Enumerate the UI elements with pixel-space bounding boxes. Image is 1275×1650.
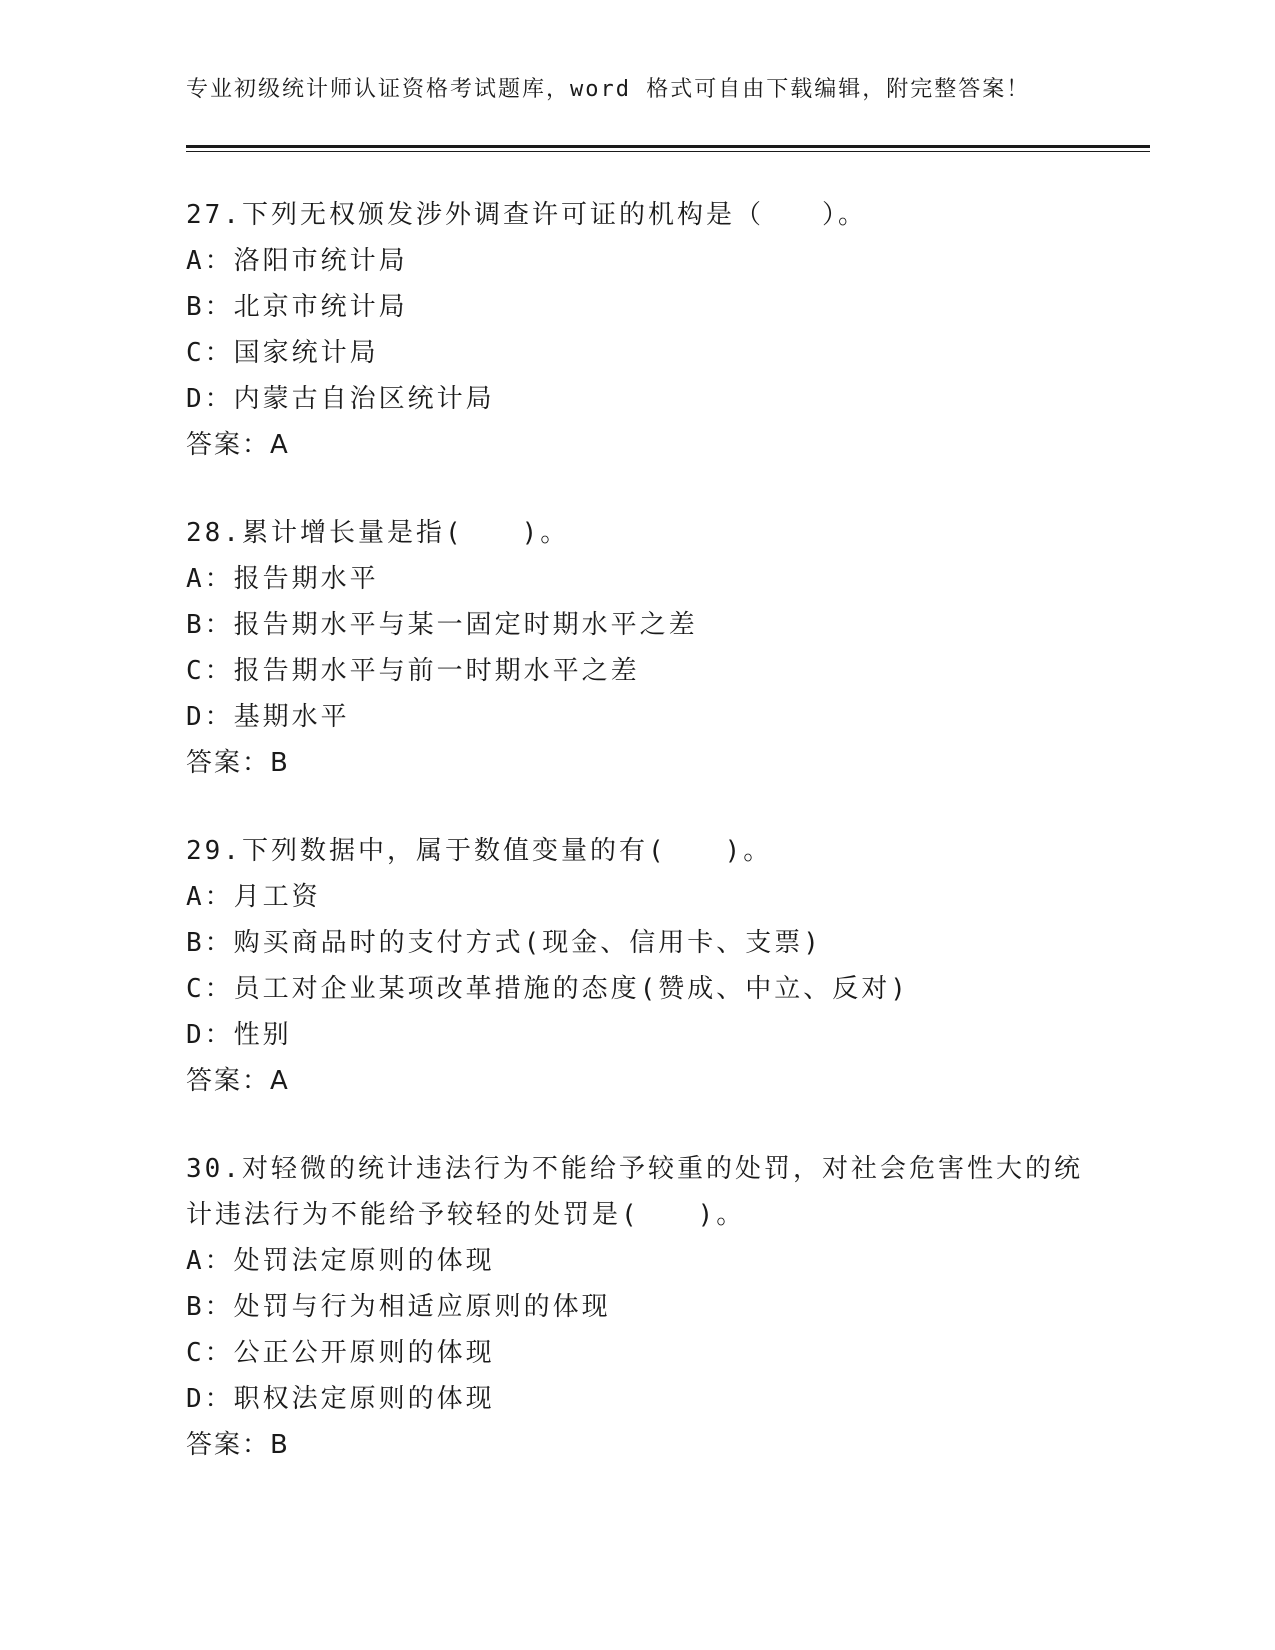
option-a: A：洛阳市统计局 xyxy=(186,246,408,276)
question-30 xyxy=(186,1146,1086,1468)
option-d: D：性别 xyxy=(186,1020,292,1050)
option-c: C：公正公开原则的体现 xyxy=(186,1338,495,1368)
question-29 xyxy=(186,828,1086,1104)
option-c: C：报告期水平与前一时期水平之差 xyxy=(186,656,640,686)
answer: 答案：B xyxy=(186,1430,290,1460)
option-d: D：内蒙古自治区统计局 xyxy=(186,384,495,414)
question-27 xyxy=(186,192,1086,468)
answer: 答案：A xyxy=(186,1066,290,1096)
question-stem: 29.下列数据中，属于数值变量的有( )。 xyxy=(186,836,773,866)
option-b: B：北京市统计局 xyxy=(186,292,408,322)
question-28 xyxy=(186,510,1086,786)
answer: 答案：A xyxy=(186,430,290,460)
option-b: B：处罚与行为相适应原则的体现 xyxy=(186,1292,611,1322)
option-d: D：职权法定原则的体现 xyxy=(186,1384,495,1414)
option-b: B：报告期水平与某一固定时期水平之差 xyxy=(186,610,698,640)
option-c: C：国家统计局 xyxy=(186,338,379,368)
option-a: A：报告期水平 xyxy=(186,564,379,594)
header-rule xyxy=(186,145,1150,148)
option-c: C：员工对企业某项改革措施的态度(赞成、中立、反对) xyxy=(186,974,909,1004)
question-stem: 28.累计增长量是指( )。 xyxy=(186,518,570,548)
header-rule-thin xyxy=(186,151,1150,152)
question-stem: 27.下列无权颁发涉外调查许可证的机构是（ ）。 xyxy=(186,200,867,230)
page-header: 专业初级统计师认证资格考试题库，word 格式可自由下载编辑，附完整答案！ xyxy=(186,77,1031,102)
question-stem: 30.对轻微的统计违法行为不能给予较重的处罚，对社会危害性大的统 xyxy=(186,1154,1083,1184)
option-b: B：购买商品时的支付方式(现金、信用卡、支票) xyxy=(186,928,822,958)
option-d: D：基期水平 xyxy=(186,702,350,732)
option-a: A：处罚法定原则的体现 xyxy=(186,1246,495,1276)
answer: 答案：B xyxy=(186,748,290,778)
option-a: A：月工资 xyxy=(186,882,321,912)
question-stem-continued: 计违法行为不能给予较轻的处罚是( )。 xyxy=(186,1200,746,1230)
